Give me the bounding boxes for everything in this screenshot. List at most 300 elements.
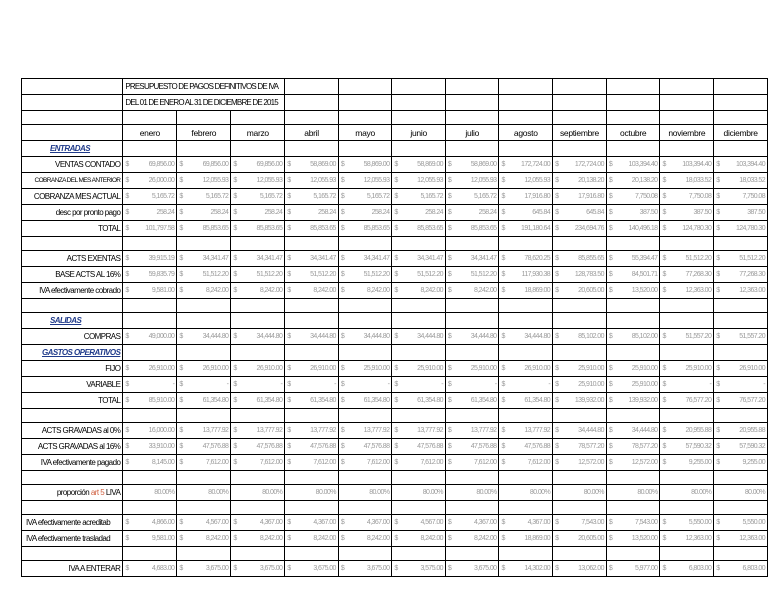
empty-cell[interactable] — [445, 79, 499, 95]
value-cell[interactable] — [285, 189, 339, 205]
value-cell[interactable] — [660, 361, 714, 377]
empty-cell[interactable] — [22, 471, 123, 485]
percent-cell[interactable]: 80.00% — [606, 485, 660, 501]
empty-cell[interactable] — [285, 501, 339, 515]
value-cell[interactable] — [285, 157, 339, 173]
month-header[interactable]: mayo — [338, 125, 392, 141]
empty-cell[interactable] — [714, 79, 768, 95]
month-header[interactable]: agosto — [499, 125, 553, 141]
value-cell[interactable] — [499, 439, 553, 455]
empty-cell[interactable] — [285, 95, 339, 111]
value-cell[interactable] — [392, 393, 446, 409]
value-cell[interactable] — [499, 157, 553, 173]
value-cell[interactable] — [392, 531, 446, 547]
value-cell[interactable] — [553, 439, 607, 455]
value-cell[interactable] — [231, 157, 285, 173]
empty-cell[interactable] — [660, 345, 714, 361]
value-cell[interactable] — [606, 329, 660, 345]
value-cell[interactable] — [553, 283, 607, 299]
percent-cell[interactable]: 80.00% — [177, 485, 231, 501]
empty-cell[interactable] — [231, 111, 285, 125]
empty-cell[interactable] — [231, 471, 285, 485]
value-cell[interactable] — [660, 221, 714, 237]
empty-cell[interactable] — [338, 345, 392, 361]
empty-cell[interactable] — [606, 409, 660, 423]
value-cell[interactable] — [285, 361, 339, 377]
value-cell[interactable] — [231, 173, 285, 189]
value-cell[interactable] — [392, 329, 446, 345]
value-cell[interactable] — [606, 531, 660, 547]
value-cell[interactable] — [231, 221, 285, 237]
empty-cell[interactable] — [445, 237, 499, 251]
value-cell[interactable] — [231, 439, 285, 455]
empty-cell[interactable] — [660, 95, 714, 111]
value-cell[interactable] — [123, 515, 177, 531]
empty-cell[interactable] — [338, 95, 392, 111]
empty-cell[interactable] — [177, 471, 231, 485]
value-cell[interactable] — [177, 205, 231, 221]
value-cell[interactable] — [285, 221, 339, 237]
row-label[interactable]: ACTS EXENTAS — [22, 251, 123, 267]
empty-cell[interactable] — [285, 299, 339, 313]
empty-cell[interactable] — [499, 141, 553, 157]
value-cell[interactable] — [660, 189, 714, 205]
value-cell[interactable] — [177, 157, 231, 173]
value-cell[interactable] — [553, 393, 607, 409]
value-cell[interactable] — [231, 515, 285, 531]
value-cell[interactable] — [123, 561, 177, 577]
value-cell[interactable] — [553, 173, 607, 189]
value-cell[interactable] — [338, 267, 392, 283]
value-cell[interactable] — [445, 361, 499, 377]
value-cell[interactable] — [714, 393, 768, 409]
value-cell[interactable] — [445, 221, 499, 237]
value-cell[interactable] — [177, 515, 231, 531]
empty-cell[interactable] — [660, 79, 714, 95]
empty-cell[interactable] — [606, 141, 660, 157]
empty-cell[interactable] — [714, 409, 768, 423]
value-cell[interactable] — [499, 283, 553, 299]
value-cell[interactable] — [660, 439, 714, 455]
value-cell[interactable] — [499, 393, 553, 409]
value-cell[interactable] — [714, 531, 768, 547]
section-entradas[interactable]: ENTRADAS — [22, 141, 123, 157]
value-cell[interactable] — [553, 221, 607, 237]
value-cell[interactable] — [231, 561, 285, 577]
value-cell[interactable] — [177, 283, 231, 299]
value-cell[interactable] — [499, 221, 553, 237]
value-cell[interactable] — [499, 205, 553, 221]
row-label[interactable]: COBRANZA MES ACTUAL — [22, 189, 123, 205]
empty-cell[interactable] — [606, 313, 660, 329]
empty-cell[interactable] — [499, 409, 553, 423]
value-cell[interactable] — [285, 251, 339, 267]
empty-cell[interactable] — [231, 313, 285, 329]
value-cell[interactable] — [660, 393, 714, 409]
value-cell[interactable] — [123, 393, 177, 409]
empty-cell[interactable] — [231, 409, 285, 423]
value-cell[interactable] — [660, 515, 714, 531]
value-cell[interactable] — [392, 221, 446, 237]
empty-cell[interactable] — [338, 79, 392, 95]
row-label[interactable]: TOTAL — [22, 393, 123, 409]
empty-cell[interactable] — [123, 237, 177, 251]
value-cell[interactable] — [606, 189, 660, 205]
value-cell[interactable] — [553, 361, 607, 377]
value-cell[interactable] — [177, 221, 231, 237]
value-cell[interactable] — [285, 393, 339, 409]
value-cell[interactable] — [445, 531, 499, 547]
value-cell[interactable] — [660, 561, 714, 577]
value-cell[interactable] — [499, 361, 553, 377]
empty-cell[interactable] — [392, 95, 446, 111]
empty-cell[interactable] — [606, 471, 660, 485]
value-cell[interactable] — [177, 377, 231, 393]
empty-cell[interactable] — [714, 471, 768, 485]
value-cell[interactable] — [231, 393, 285, 409]
value-cell[interactable] — [553, 515, 607, 531]
value-cell[interactable] — [714, 221, 768, 237]
empty-cell[interactable] — [123, 471, 177, 485]
value-cell[interactable] — [338, 393, 392, 409]
row-label[interactable]: IVA efectivamente pagado — [22, 455, 123, 471]
value-cell[interactable] — [606, 455, 660, 471]
percent-cell[interactable]: 80.00% — [553, 485, 607, 501]
empty-cell[interactable] — [231, 141, 285, 157]
empty-cell[interactable] — [123, 313, 177, 329]
value-cell[interactable] — [606, 561, 660, 577]
empty-cell[interactable] — [285, 111, 339, 125]
value-cell[interactable] — [392, 377, 446, 393]
percent-cell[interactable]: 80.00% — [285, 485, 339, 501]
value-cell[interactable] — [606, 393, 660, 409]
row-label[interactable]: desc por pronto pago — [22, 205, 123, 221]
value-cell[interactable] — [338, 531, 392, 547]
value-cell[interactable] — [123, 221, 177, 237]
value-cell[interactable] — [285, 267, 339, 283]
empty-cell[interactable] — [22, 125, 123, 141]
value-cell[interactable] — [123, 283, 177, 299]
section-gastos[interactable]: GASTOS OPERATIVOS — [22, 345, 123, 361]
value-cell[interactable] — [123, 361, 177, 377]
value-cell[interactable] — [660, 267, 714, 283]
value-cell[interactable] — [338, 439, 392, 455]
percent-cell[interactable]: 80.00% — [445, 485, 499, 501]
value-cell[interactable] — [499, 561, 553, 577]
empty-cell[interactable] — [177, 141, 231, 157]
value-cell[interactable] — [714, 377, 768, 393]
value-cell[interactable] — [553, 455, 607, 471]
value-cell[interactable] — [177, 267, 231, 283]
empty-cell[interactable] — [660, 501, 714, 515]
value-cell[interactable] — [338, 283, 392, 299]
percent-cell[interactable]: 80.00% — [499, 485, 553, 501]
empty-cell[interactable] — [285, 471, 339, 485]
value-cell[interactable] — [499, 531, 553, 547]
value-cell[interactable] — [338, 221, 392, 237]
value-cell[interactable] — [177, 361, 231, 377]
value-cell[interactable] — [660, 251, 714, 267]
value-cell[interactable] — [660, 531, 714, 547]
empty-cell[interactable] — [499, 79, 553, 95]
empty-cell[interactable] — [285, 313, 339, 329]
value-cell[interactable] — [499, 189, 553, 205]
row-label[interactable]: TOTAL — [22, 221, 123, 237]
value-cell[interactable] — [338, 157, 392, 173]
value-cell[interactable] — [177, 561, 231, 577]
empty-cell[interactable] — [714, 237, 768, 251]
value-cell[interactable] — [499, 455, 553, 471]
value-cell[interactable] — [231, 329, 285, 345]
row-label[interactable]: COBRANZA DEL MES ANTERIOR — [22, 173, 123, 189]
empty-cell[interactable] — [714, 95, 768, 111]
value-cell[interactable] — [123, 189, 177, 205]
empty-cell[interactable] — [714, 501, 768, 515]
value-cell[interactable] — [445, 455, 499, 471]
empty-cell[interactable] — [445, 313, 499, 329]
empty-cell[interactable] — [553, 111, 607, 125]
empty-cell[interactable] — [392, 299, 446, 313]
month-header[interactable]: febrero — [177, 125, 231, 141]
value-cell[interactable] — [606, 267, 660, 283]
empty-cell[interactable] — [606, 345, 660, 361]
value-cell[interactable] — [338, 561, 392, 577]
value-cell[interactable] — [285, 283, 339, 299]
value-cell[interactable] — [553, 157, 607, 173]
value-cell[interactable] — [285, 205, 339, 221]
value-cell[interactable] — [660, 157, 714, 173]
empty-cell[interactable] — [445, 471, 499, 485]
value-cell[interactable] — [392, 189, 446, 205]
value-cell[interactable] — [123, 531, 177, 547]
value-cell[interactable] — [660, 329, 714, 345]
empty-cell[interactable] — [445, 111, 499, 125]
empty-cell[interactable] — [553, 313, 607, 329]
empty-cell[interactable] — [285, 409, 339, 423]
value-cell[interactable] — [231, 423, 285, 439]
empty-cell[interactable] — [285, 547, 339, 561]
empty-cell[interactable] — [177, 237, 231, 251]
value-cell[interactable] — [714, 515, 768, 531]
value-cell[interactable] — [553, 377, 607, 393]
month-header[interactable]: diciembre — [714, 125, 768, 141]
row-label[interactable]: IVA efectivamente cobrado — [22, 283, 123, 299]
empty-cell[interactable] — [231, 237, 285, 251]
empty-cell[interactable] — [338, 313, 392, 329]
value-cell[interactable] — [445, 439, 499, 455]
value-cell[interactable] — [606, 283, 660, 299]
value-cell[interactable] — [123, 267, 177, 283]
value-cell[interactable] — [553, 205, 607, 221]
value-cell[interactable] — [177, 251, 231, 267]
value-cell[interactable] — [123, 157, 177, 173]
empty-cell[interactable] — [231, 501, 285, 515]
month-header[interactable]: noviembre — [660, 125, 714, 141]
value-cell[interactable] — [445, 329, 499, 345]
empty-cell[interactable] — [499, 95, 553, 111]
value-cell[interactable] — [714, 173, 768, 189]
value-cell[interactable] — [338, 251, 392, 267]
value-cell[interactable] — [714, 283, 768, 299]
value-cell[interactable] — [123, 439, 177, 455]
row-label[interactable]: ACTS GRAVADAS al 0% — [22, 423, 123, 439]
value-cell[interactable] — [606, 423, 660, 439]
value-cell[interactable] — [338, 455, 392, 471]
value-cell[interactable] — [177, 439, 231, 455]
empty-cell[interactable] — [392, 237, 446, 251]
month-header[interactable]: abril — [285, 125, 339, 141]
empty-cell[interactable] — [392, 409, 446, 423]
empty-cell[interactable] — [338, 141, 392, 157]
value-cell[interactable] — [714, 455, 768, 471]
month-header[interactable]: enero — [123, 125, 177, 141]
value-cell[interactable] — [338, 515, 392, 531]
value-cell[interactable] — [338, 361, 392, 377]
empty-cell[interactable] — [553, 237, 607, 251]
value-cell[interactable] — [445, 267, 499, 283]
empty-cell[interactable] — [231, 547, 285, 561]
value-cell[interactable] — [392, 361, 446, 377]
value-cell[interactable] — [553, 189, 607, 205]
empty-cell[interactable] — [553, 471, 607, 485]
value-cell[interactable] — [606, 377, 660, 393]
value-cell[interactable] — [714, 205, 768, 221]
value-cell[interactable] — [285, 455, 339, 471]
empty-cell[interactable] — [606, 501, 660, 515]
empty-cell[interactable] — [553, 95, 607, 111]
value-cell[interactable] — [177, 393, 231, 409]
empty-cell[interactable] — [177, 501, 231, 515]
empty-cell[interactable] — [714, 313, 768, 329]
value-cell[interactable] — [499, 423, 553, 439]
month-header[interactable]: octubre — [606, 125, 660, 141]
value-cell[interactable] — [285, 439, 339, 455]
value-cell[interactable] — [123, 423, 177, 439]
row-label[interactable]: VENTAS CONTADO — [22, 157, 123, 173]
empty-cell[interactable] — [123, 111, 177, 125]
value-cell[interactable] — [338, 423, 392, 439]
value-cell[interactable] — [445, 173, 499, 189]
value-cell[interactable] — [553, 251, 607, 267]
empty-cell[interactable] — [553, 79, 607, 95]
empty-cell[interactable] — [338, 501, 392, 515]
value-cell[interactable] — [392, 423, 446, 439]
month-header[interactable]: junio — [392, 125, 446, 141]
value-cell[interactable] — [231, 189, 285, 205]
value-cell[interactable] — [392, 205, 446, 221]
value-cell[interactable] — [445, 189, 499, 205]
percent-cell[interactable]: 80.00% — [231, 485, 285, 501]
value-cell[interactable] — [553, 531, 607, 547]
empty-cell[interactable] — [22, 547, 123, 561]
value-cell[interactable] — [392, 251, 446, 267]
value-cell[interactable] — [231, 361, 285, 377]
empty-cell[interactable] — [660, 409, 714, 423]
empty-cell[interactable] — [714, 111, 768, 125]
row-label[interactable] — [22, 485, 123, 501]
value-cell[interactable] — [392, 439, 446, 455]
value-cell[interactable] — [660, 377, 714, 393]
empty-cell[interactable] — [177, 547, 231, 561]
value-cell[interactable] — [392, 157, 446, 173]
value-cell[interactable] — [499, 173, 553, 189]
empty-cell[interactable] — [22, 409, 123, 423]
empty-cell[interactable] — [606, 111, 660, 125]
value-cell[interactable] — [445, 157, 499, 173]
empty-cell[interactable] — [499, 471, 553, 485]
value-cell[interactable] — [392, 455, 446, 471]
value-cell[interactable] — [606, 515, 660, 531]
empty-cell[interactable] — [499, 345, 553, 361]
value-cell[interactable] — [392, 267, 446, 283]
row-label[interactable]: ACTS GRAVADAS al 16% — [22, 439, 123, 455]
empty-cell[interactable] — [338, 547, 392, 561]
value-cell[interactable] — [231, 251, 285, 267]
value-cell[interactable] — [177, 173, 231, 189]
empty-cell[interactable] — [445, 547, 499, 561]
row-label[interactable]: VARIABLE — [22, 377, 123, 393]
empty-cell[interactable] — [499, 111, 553, 125]
row-label[interactable]: FIJO — [22, 361, 123, 377]
percent-cell[interactable]: 80.00% — [392, 485, 446, 501]
empty-cell[interactable] — [392, 547, 446, 561]
empty-cell[interactable] — [553, 141, 607, 157]
value-cell[interactable] — [606, 361, 660, 377]
empty-cell[interactable] — [285, 141, 339, 157]
empty-cell[interactable] — [499, 313, 553, 329]
month-header[interactable]: julio — [445, 125, 499, 141]
empty-cell[interactable] — [22, 111, 123, 125]
empty-cell[interactable] — [177, 313, 231, 329]
value-cell[interactable] — [606, 205, 660, 221]
empty-cell[interactable] — [445, 409, 499, 423]
empty-cell[interactable] — [123, 345, 177, 361]
empty-cell[interactable] — [392, 313, 446, 329]
value-cell[interactable] — [445, 393, 499, 409]
value-cell[interactable] — [714, 361, 768, 377]
row-label[interactable]: BASE ACTS AL 16% — [22, 267, 123, 283]
value-cell[interactable] — [338, 189, 392, 205]
empty-cell[interactable] — [123, 409, 177, 423]
value-cell[interactable] — [499, 377, 553, 393]
value-cell[interactable] — [660, 423, 714, 439]
empty-cell[interactable] — [285, 345, 339, 361]
empty-cell[interactable] — [499, 501, 553, 515]
value-cell[interactable] — [123, 455, 177, 471]
empty-cell[interactable] — [392, 471, 446, 485]
empty-cell[interactable] — [445, 141, 499, 157]
empty-cell[interactable] — [177, 409, 231, 423]
empty-cell[interactable] — [338, 409, 392, 423]
value-cell[interactable] — [714, 439, 768, 455]
value-cell[interactable] — [231, 531, 285, 547]
empty-cell[interactable] — [338, 471, 392, 485]
empty-cell[interactable] — [231, 345, 285, 361]
empty-cell[interactable] — [177, 111, 231, 125]
value-cell[interactable] — [392, 561, 446, 577]
value-cell[interactable] — [499, 515, 553, 531]
value-cell[interactable] — [177, 455, 231, 471]
value-cell[interactable] — [445, 561, 499, 577]
empty-cell[interactable] — [499, 299, 553, 313]
value-cell[interactable] — [392, 283, 446, 299]
value-cell[interactable] — [553, 561, 607, 577]
empty-cell[interactable] — [660, 547, 714, 561]
value-cell[interactable] — [231, 205, 285, 221]
value-cell[interactable] — [606, 221, 660, 237]
value-cell[interactable] — [553, 423, 607, 439]
percent-cell[interactable]: 80.00% — [660, 485, 714, 501]
